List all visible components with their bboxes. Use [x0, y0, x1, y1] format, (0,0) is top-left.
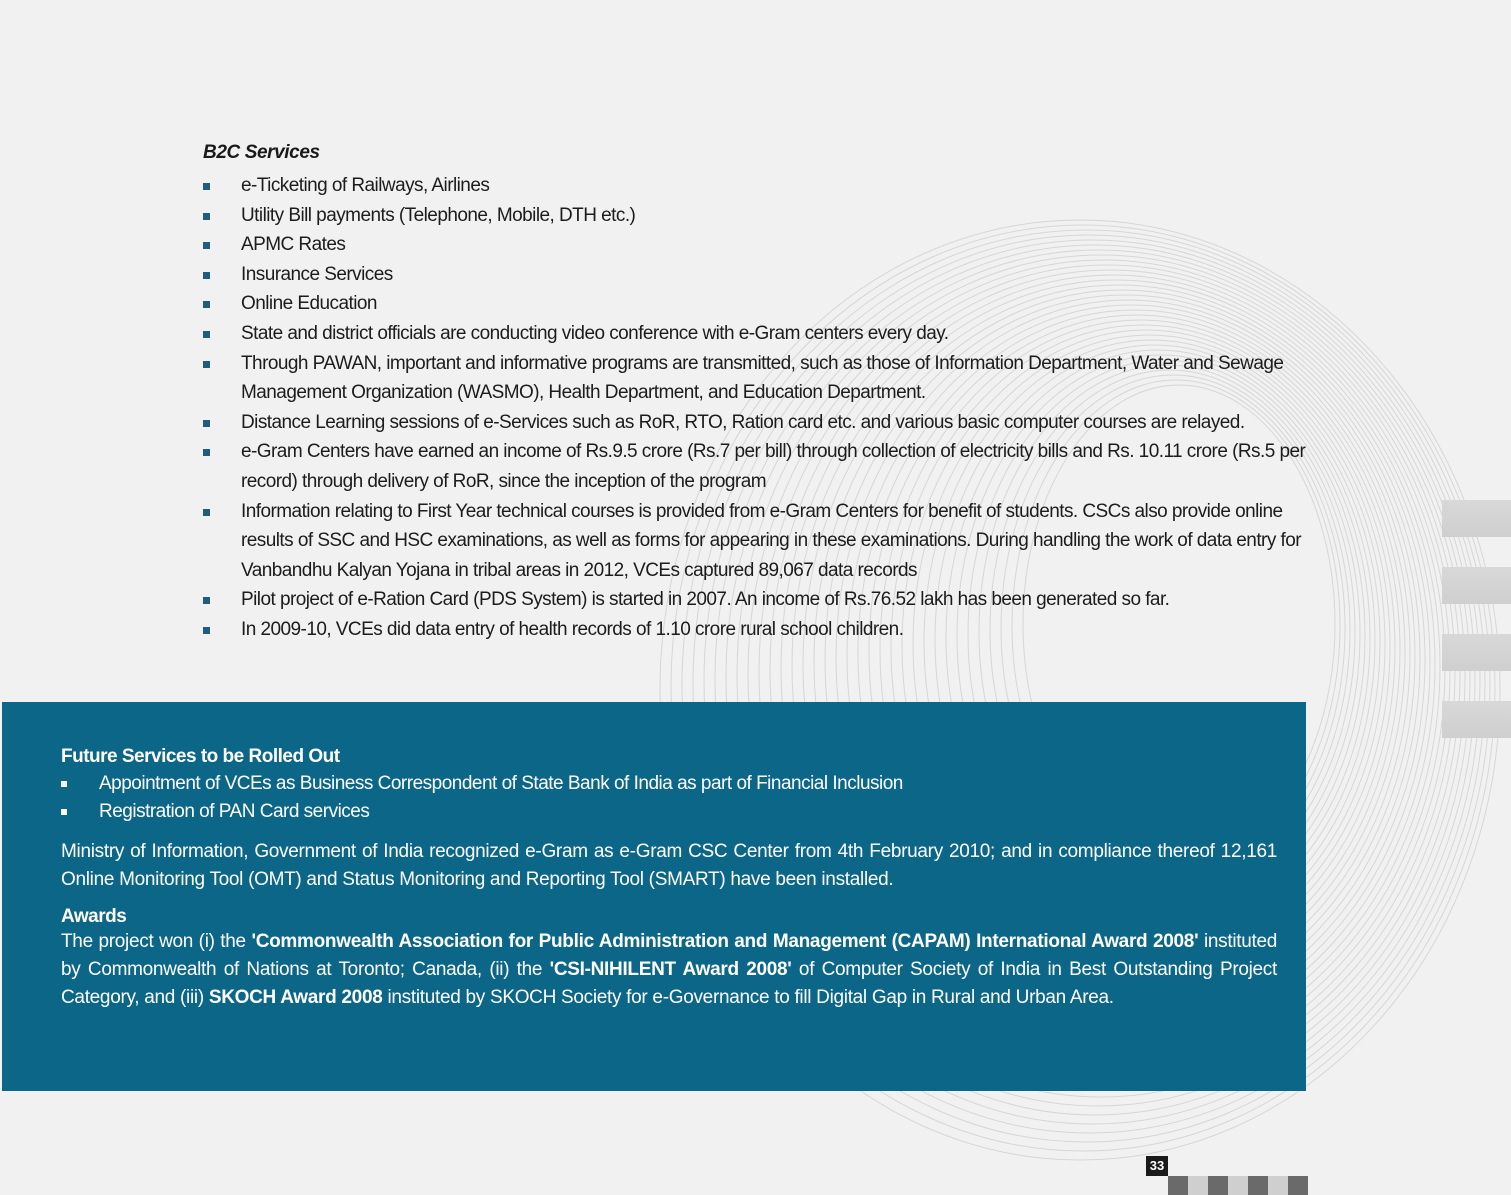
side-bar	[1442, 500, 1511, 537]
side-bar	[1442, 567, 1511, 604]
b2c-list	[203, 171, 1313, 645]
list-item: APMC Rates	[203, 230, 1313, 260]
ministry-paragraph: Ministry of Information, Government of India recognized e-Gram as e-Gram CSC Center from 4th February 2010; and in compliance thereof 12,161 Online Monitoring Tool (OMT) and Status Monitoring and Reporting Tool (SMART) have been installed.	[61, 841, 1277, 890]
capam-award-name: 'Commonwealth Association for Public Administration and Management (CAPAM) International Award 2008'	[251, 931, 1199, 952]
list-item: State and district officials are conducting video conference with e-Gram centers every day.	[203, 319, 1313, 349]
page-number: 33	[1146, 1156, 1168, 1176]
list-item: Through PAWAN, important and informative programs are transmitted, such as those of Information Department, Water and Sewage Management Organization (WASMO), Health Department, and Education Department.	[203, 349, 1313, 408]
square-bullet-icon	[203, 242, 210, 249]
square-bullet-icon	[61, 781, 67, 787]
square-bullet-icon	[61, 809, 67, 815]
footer-square	[1228, 1176, 1248, 1195]
footer-square	[1168, 1176, 1188, 1195]
side-bar	[1442, 701, 1511, 738]
square-bullet-icon	[203, 213, 210, 220]
square-bullet-icon	[203, 509, 210, 516]
square-bullet-icon	[203, 361, 210, 368]
square-bullet-icon	[203, 183, 210, 190]
awards-paragraph: The project won (i) the 'Commonwealth Association for Public Administration and Management (CAPAM) International Award 2008' instituted by Commonwealth of Nations at Toronto; Canada, (ii) the 'CSI-NIHILENT Award 2008' of Computer Society of India in Best Outstanding Project Category, and (iii) SKOCH Award 2008 instituted by SKOCH Society for e-Governance to fill Digital Gap in Rural and Urban Area.	[61, 931, 1277, 1008]
side-decoration-bars	[1442, 500, 1511, 768]
skoch-award-name: SKOCH Award 2008	[208, 987, 383, 1008]
b2c-services-section	[203, 142, 1313, 645]
list-item: Information relating to First Year technical courses is provided from e-Gram Centers for benefit of students. CSCs also provide online results of SSC and HSC examinations, as well as forms for appearing in these examinations. During handling the work of data entry for Vanbandhu Kalyan Yojana in tribal areas in 2012, VCEs captured 89,067 data records	[203, 497, 1313, 586]
list-item: Distance Learning sessions of e-Services such as RoR, RTO, Ration card etc. and various basic computer courses are relayed.	[203, 408, 1313, 438]
list-item: Insurance Services	[203, 260, 1313, 290]
square-bullet-icon	[203, 627, 210, 634]
footer-square	[1248, 1176, 1268, 1195]
square-bullet-icon	[203, 301, 210, 308]
side-bar	[1442, 634, 1511, 671]
list-item: Registration of PAN Card services	[61, 798, 1277, 826]
list-item: Utility Bill payments (Telephone, Mobile, DTH etc.)	[203, 201, 1313, 231]
footer-decoration	[1168, 1176, 1308, 1195]
square-bullet-icon	[203, 597, 210, 604]
list-item: Appointment of VCEs as Business Correspondent of State Bank of India as part of Financial Inclusion	[61, 770, 1277, 798]
footer-square	[1268, 1176, 1288, 1195]
footer-square	[1188, 1176, 1208, 1195]
list-item: Online Education	[203, 289, 1313, 319]
future-services-list	[61, 770, 1277, 826]
awards-heading: Awards	[61, 906, 127, 927]
footer-square	[1288, 1176, 1308, 1195]
list-item: In 2009-10, VCEs did data entry of health records of 1.10 crore rural school children.	[203, 615, 1313, 645]
future-services-heading: Future Services to be Rolled Out	[61, 746, 340, 767]
square-bullet-icon	[203, 449, 210, 456]
list-item: Pilot project of e-Ration Card (PDS System) is started in 2007. An income of Rs.76.52 lakh has been generated so far.	[203, 585, 1313, 615]
footer-square	[1208, 1176, 1228, 1195]
list-item: e-Ticketing of Railways, Airlines	[203, 171, 1313, 201]
square-bullet-icon	[203, 272, 210, 279]
list-item: e-Gram Centers have earned an income of Rs.9.5 crore (Rs.7 per bill) through collection of electricity bills and Rs. 10.11 crore (Rs.5 per record) through delivery of RoR, since the inception of the program	[203, 437, 1313, 496]
csi-award-name: 'CSI-NIHILENT Award 2008'	[549, 959, 792, 980]
future-services-panel	[2, 702, 1306, 1091]
square-bullet-icon	[203, 420, 210, 427]
b2c-heading: B2C Services	[203, 142, 320, 163]
square-bullet-icon	[203, 331, 210, 338]
